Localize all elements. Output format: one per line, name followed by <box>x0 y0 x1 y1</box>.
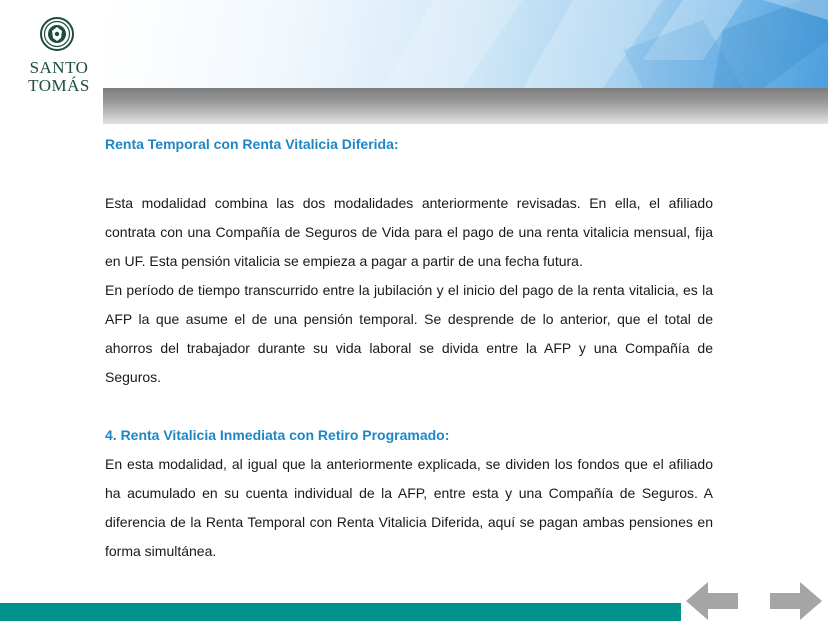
crest-seal-icon <box>40 17 74 51</box>
arrow-right-icon[interactable] <box>770 582 822 620</box>
paragraph-retiro-programado: En esta modalidad, al igual que la anteriormente explicada, se dividen los fondos que el afiliado ha acumulado en su cuenta individual de la AFP, entre esta y una Compañía de Seguros. A diferencia de la Renta Temporal con Renta Vitalicia Diferida, aquí se pagan ambas pensiones en forma simultánea. <box>105 456 713 559</box>
logo <box>0 0 103 110</box>
header-banner <box>103 0 828 124</box>
section-heading-renta-temporal: Renta Temporal con Renta Vitalicia Diferida: <box>105 136 399 152</box>
paragraph-periodo: En período de tiempo transcurrido entre la jubilación y el inicio del pago de la renta vitalicia, es la AFP la que asume el de una pensión temporal. Se desprende de lo anterior, que el total de ahorros del trabajador durante su vida laboral se divida entre la AFP y una Compañía de Seguros. <box>105 282 713 385</box>
footer-bar <box>0 603 681 621</box>
logo-text-tomas: TOMÁS <box>28 76 90 95</box>
paragraph-modalidad: Esta modalidad combina las dos modalidades anteriormente revisadas. En ella, el afiliado contrata con una Compañía de Seguros de Vida para el pago de una renta vitalicia mensual, fija en UF. Esta pensión vitalicia se empieza a pagar a partir de una fecha futura. <box>105 195 713 269</box>
logo-text-santo: SANTO <box>29 58 89 77</box>
banner-gray-band <box>103 88 828 124</box>
arrow-left-icon[interactable] <box>686 582 738 620</box>
banner-pattern <box>103 0 828 88</box>
section-heading-renta-vitalicia: 4. Renta Vitalicia Inmediata con Retiro Programado: <box>105 427 450 443</box>
